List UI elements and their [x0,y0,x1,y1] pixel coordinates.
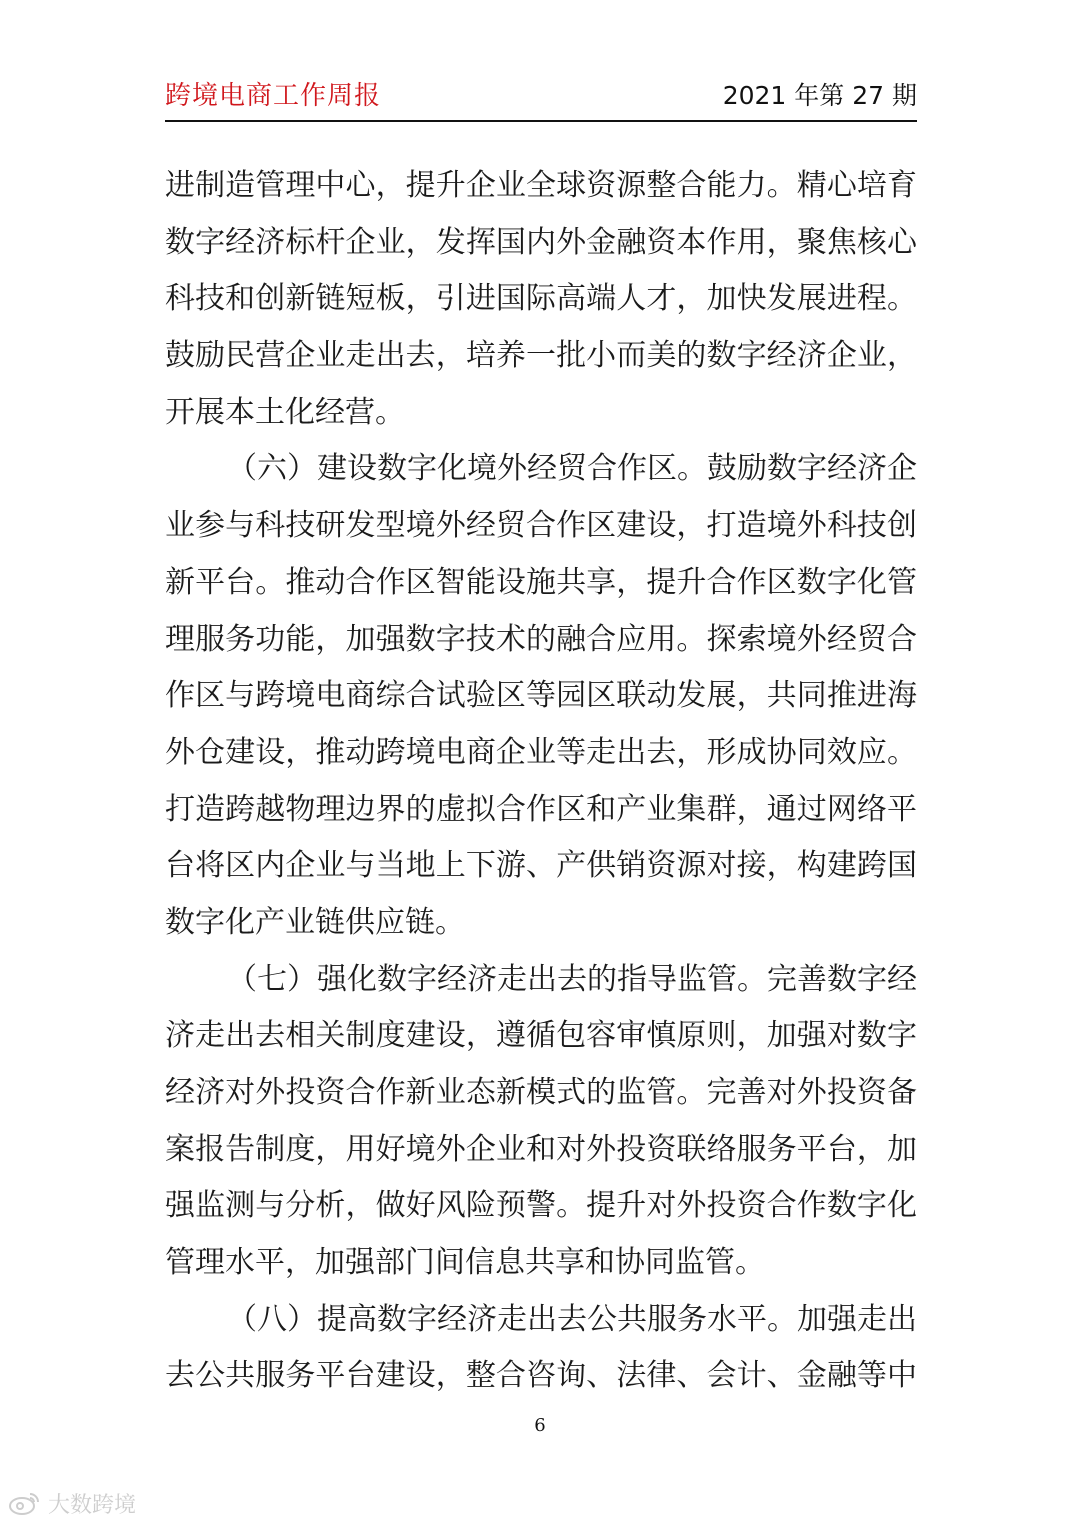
issue-number: 2021 年第 27 期 [722,81,917,110]
watermark [8,1488,136,1518]
text-line: 理服务功能，加强数字技术的融合应用。探索境外经贸合 [165,621,917,657]
text-line: 外仓建设，推动跨境电商企业等走出去，形成协同效应。 [165,734,917,770]
text-line: 经济对外投资合作新业态新模式的监管。完善对外投资备 [165,1075,917,1110]
text-line: 去公共服务平台建设，整合咨询、法律、会计、金融等中 [165,1358,917,1394]
text-line: 管理水平，加强部门间信息共享和协同监管。 [165,1245,765,1281]
page-header [165,78,917,118]
text-line: 案报告制度，用好境外企业和对外投资联络服务平台，加 [165,1131,917,1167]
weibo-logo-icon [8,1490,42,1516]
text-line: 科技和创新链短板，引进国际高端人才，加快发展进程。 [165,281,917,317]
newsletter-title: 跨境电商工作周报 [165,81,382,111]
section-heading-line: （七）强化数字经济走出去的指导监管。完善数字经 [227,961,917,997]
text-line: 鼓励民营企业走出去，培养一批小而美的数字经济企业， [165,338,917,374]
text-line: 济走出去相关制度建设，遵循包容审慎原则，加强对数字 [165,1018,917,1054]
text-line: 新平台。推动合作区智能设施共享，提升合作区数字化管 [165,564,917,600]
section-heading-line: （六）建设数字化境外经贸合作区。鼓励数字经济企 [227,451,917,487]
text-line: 业参与科技研发型境外经贸合作区建设，打造境外科技创 [165,508,917,544]
text-line: 数字经济标杆企业，发挥国内外金融资本作用，聚焦核心 [165,224,917,260]
page-number: 6 [534,1415,546,1436]
body-text [165,158,917,1405]
text-line: 开展本土化经营。 [165,394,405,430]
text-line: 作区与跨境电商综合试验区等园区联动发展，共同推进海 [165,678,917,714]
text-line: 强监测与分析，做好风险预警。提升对外投资合作数字化 [165,1188,917,1224]
text-line: 数字化产业链供应链。 [165,904,465,940]
header-divider [165,120,917,122]
text-line: 台将区内企业与当地上下游、产供销资源对接，构建跨国 [165,848,917,884]
watermark-text: 大数跨境 [48,1492,137,1518]
text-line: 打造跨越物理边界的虚拟合作区和产业集群，通过网络平 [165,791,917,827]
section-heading-line: （八）提高数字经济走出去公共服务水平。加强走出 [227,1301,917,1337]
text-line: 进制造管理中心，提升企业全球资源整合能力。精心培育 [165,168,917,203]
